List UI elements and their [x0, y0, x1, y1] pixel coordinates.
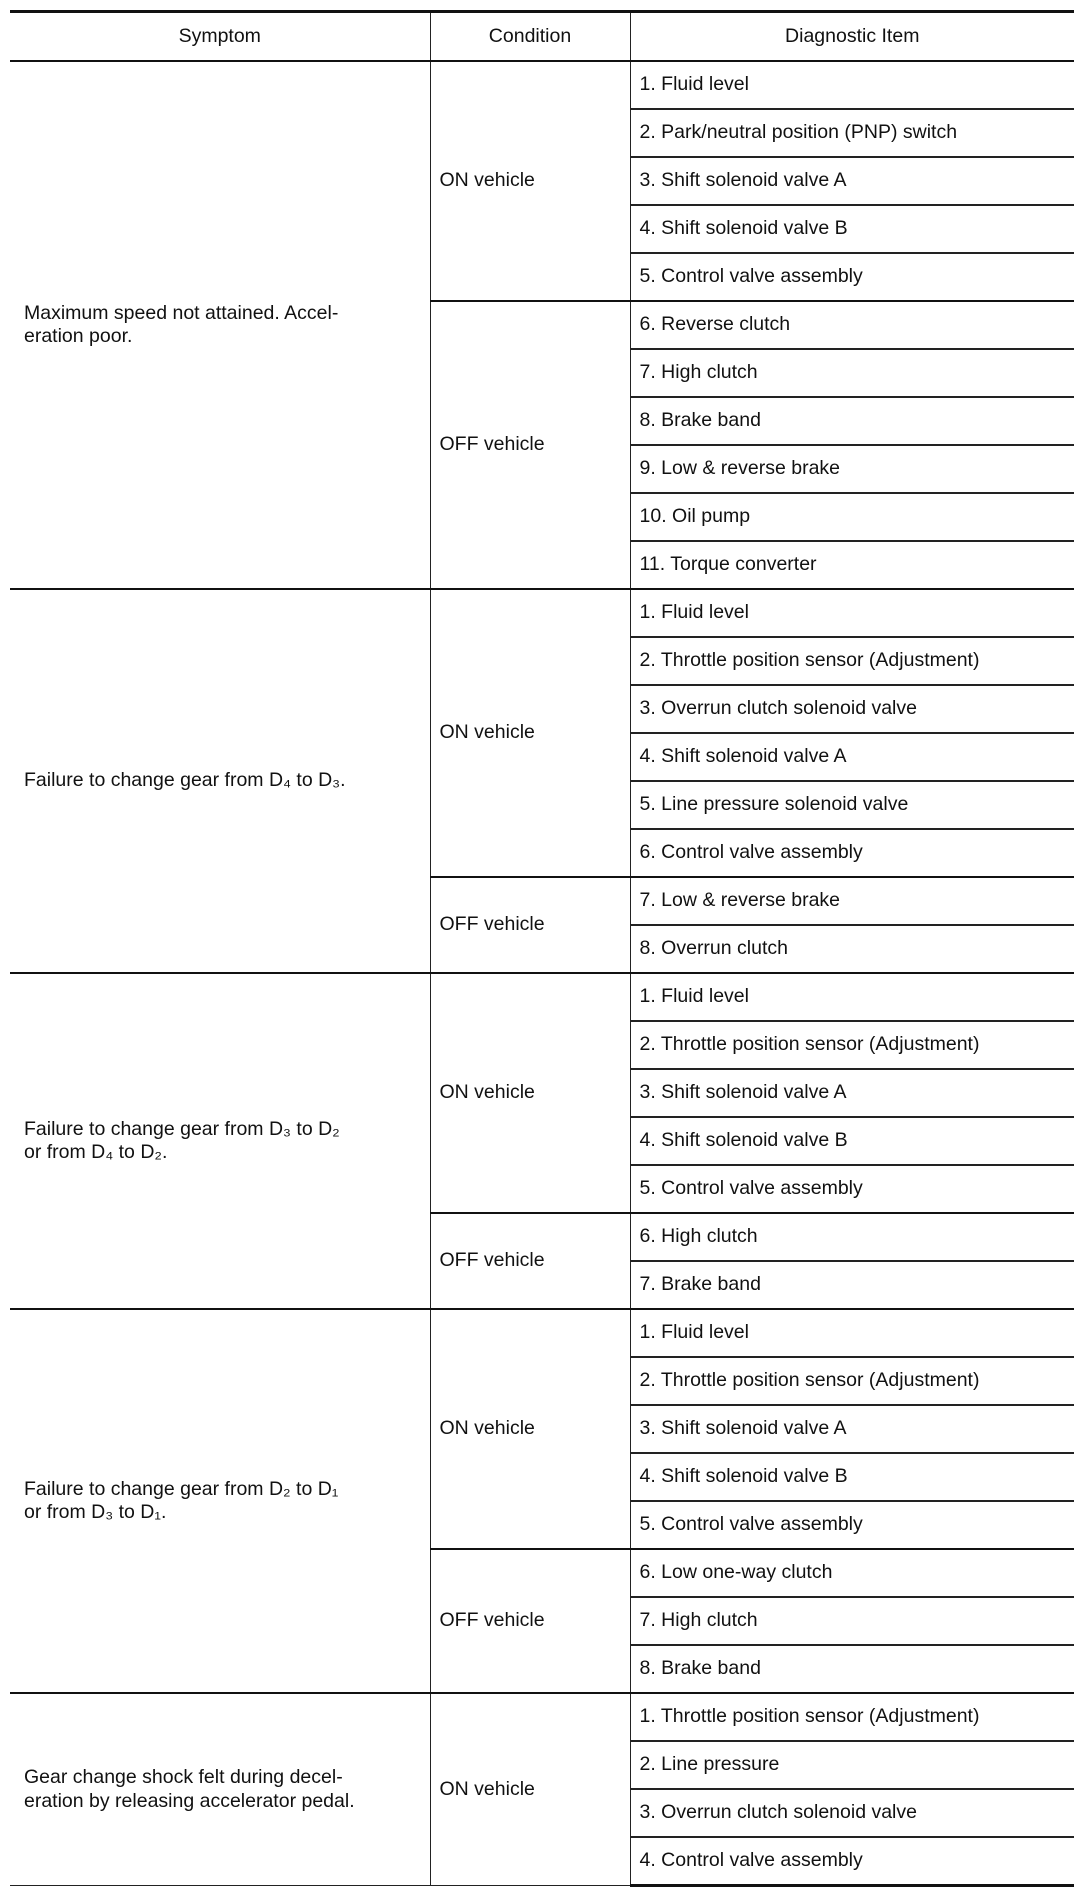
diagnostic-item-cell: 1. Fluid level: [630, 589, 1074, 637]
diagnostic-item-cell: 4. Shift solenoid valve B: [630, 205, 1074, 253]
diagnostic-item-cell: 2. Throttle position sensor (Adjustment): [630, 1021, 1074, 1069]
diagnostic-item-cell: 10. Oil pump: [630, 493, 1074, 541]
condition-cell: OFF vehicle: [430, 877, 630, 973]
header-diagnostic-item: Diagnostic Item: [630, 12, 1074, 62]
table-row: [10, 61, 1074, 109]
diagnostic-item-cell: 4. Shift solenoid valve A: [630, 733, 1074, 781]
condition-cell: OFF vehicle: [430, 301, 630, 589]
diagnostic-item-cell: 7. High clutch: [630, 1597, 1074, 1645]
condition-cell: ON vehicle: [430, 61, 630, 301]
condition-cell: ON vehicle: [430, 1309, 630, 1549]
diagnostic-item-cell: 5. Control valve assembly: [630, 1165, 1074, 1213]
diagnostic-item-cell: 6. High clutch: [630, 1213, 1074, 1261]
symptom-cell: Failure to change gear from D₂ to D₁ or from D₃ to D₁.: [10, 1309, 430, 1693]
table-row: [10, 1693, 1074, 1741]
diagnostic-item-cell: 6. Control valve assembly: [630, 829, 1074, 877]
diagnostic-item-cell: 2. Throttle position sensor (Adjustment): [630, 637, 1074, 685]
condition-cell: ON vehicle: [430, 973, 630, 1213]
diagnostic-item-cell: 9. Low & reverse brake: [630, 445, 1074, 493]
condition-cell: OFF vehicle: [430, 1549, 630, 1693]
diagnostic-item-cell: 3. Shift solenoid valve A: [630, 157, 1074, 205]
condition-cell: ON vehicle: [430, 1693, 630, 1886]
diagnostic-item-cell: 3. Overrun clutch solenoid valve: [630, 685, 1074, 733]
diagnostic-item-cell: 1. Fluid level: [630, 61, 1074, 109]
header-symptom: Symptom: [10, 12, 430, 62]
diagnostic-item-cell: 5. Line pressure solenoid valve: [630, 781, 1074, 829]
table-row: [10, 973, 1074, 1021]
diagnostic-item-cell: 5. Control valve assembly: [630, 253, 1074, 301]
diagnostic-item-cell: 8. Overrun clutch: [630, 925, 1074, 973]
diagnostic-item-cell: 5. Control valve assembly: [630, 1501, 1074, 1549]
condition-cell: OFF vehicle: [430, 1213, 630, 1309]
diagnostic-item-cell: 11. Torque converter: [630, 541, 1074, 589]
diagnostic-item-cell: 7. Brake band: [630, 1261, 1074, 1309]
diagnostic-item-cell: 4. Control valve assembly: [630, 1837, 1074, 1886]
diagnostic-item-cell: 1. Throttle position sensor (Adjustment): [630, 1693, 1074, 1741]
diagnostic-item-cell: 4. Shift solenoid valve B: [630, 1453, 1074, 1501]
diagnostic-item-cell: 6. Reverse clutch: [630, 301, 1074, 349]
diagnostic-item-cell: 2. Park/neutral position (PNP) switch: [630, 109, 1074, 157]
symptom-cell: Maximum speed not attained. Accel- eration poor.: [10, 61, 430, 589]
table-row: [10, 1309, 1074, 1357]
diagnostic-item-cell: 2. Throttle position sensor (Adjustment): [630, 1357, 1074, 1405]
diagnostic-item-cell: 7. High clutch: [630, 349, 1074, 397]
diagnostic-item-cell: 3. Shift solenoid valve A: [630, 1069, 1074, 1117]
diagnostic-item-cell: 3. Shift solenoid valve A: [630, 1405, 1074, 1453]
symptom-cell: Gear change shock felt during decel- eration by releasing accelerator pedal.: [10, 1693, 430, 1886]
diagnostic-item-cell: 1. Fluid level: [630, 973, 1074, 1021]
diagnostic-item-cell: 4. Shift solenoid valve B: [630, 1117, 1074, 1165]
diagnostic-item-cell: 1. Fluid level: [630, 1309, 1074, 1357]
diagnostic-item-cell: 6. Low one-way clutch: [630, 1549, 1074, 1597]
symptom-cell: Failure to change gear from D₄ to D₃.: [10, 589, 430, 973]
diagnostic-table: [10, 10, 1074, 1887]
diagnostic-item-cell: 8. Brake band: [630, 1645, 1074, 1693]
diagnostic-item-cell: 7. Low & reverse brake: [630, 877, 1074, 925]
table-row: [10, 589, 1074, 637]
diagnostic-item-cell: 2. Line pressure: [630, 1741, 1074, 1789]
table-body: [10, 61, 1074, 1886]
header-condition: Condition: [430, 12, 630, 62]
condition-cell: ON vehicle: [430, 589, 630, 877]
diagnostic-item-cell: 8. Brake band: [630, 397, 1074, 445]
symptom-cell: Failure to change gear from D₃ to D₂ or from D₄ to D₂.: [10, 973, 430, 1309]
diagnostic-item-cell: 3. Overrun clutch solenoid valve: [630, 1789, 1074, 1837]
table-header-row: [10, 12, 1074, 62]
